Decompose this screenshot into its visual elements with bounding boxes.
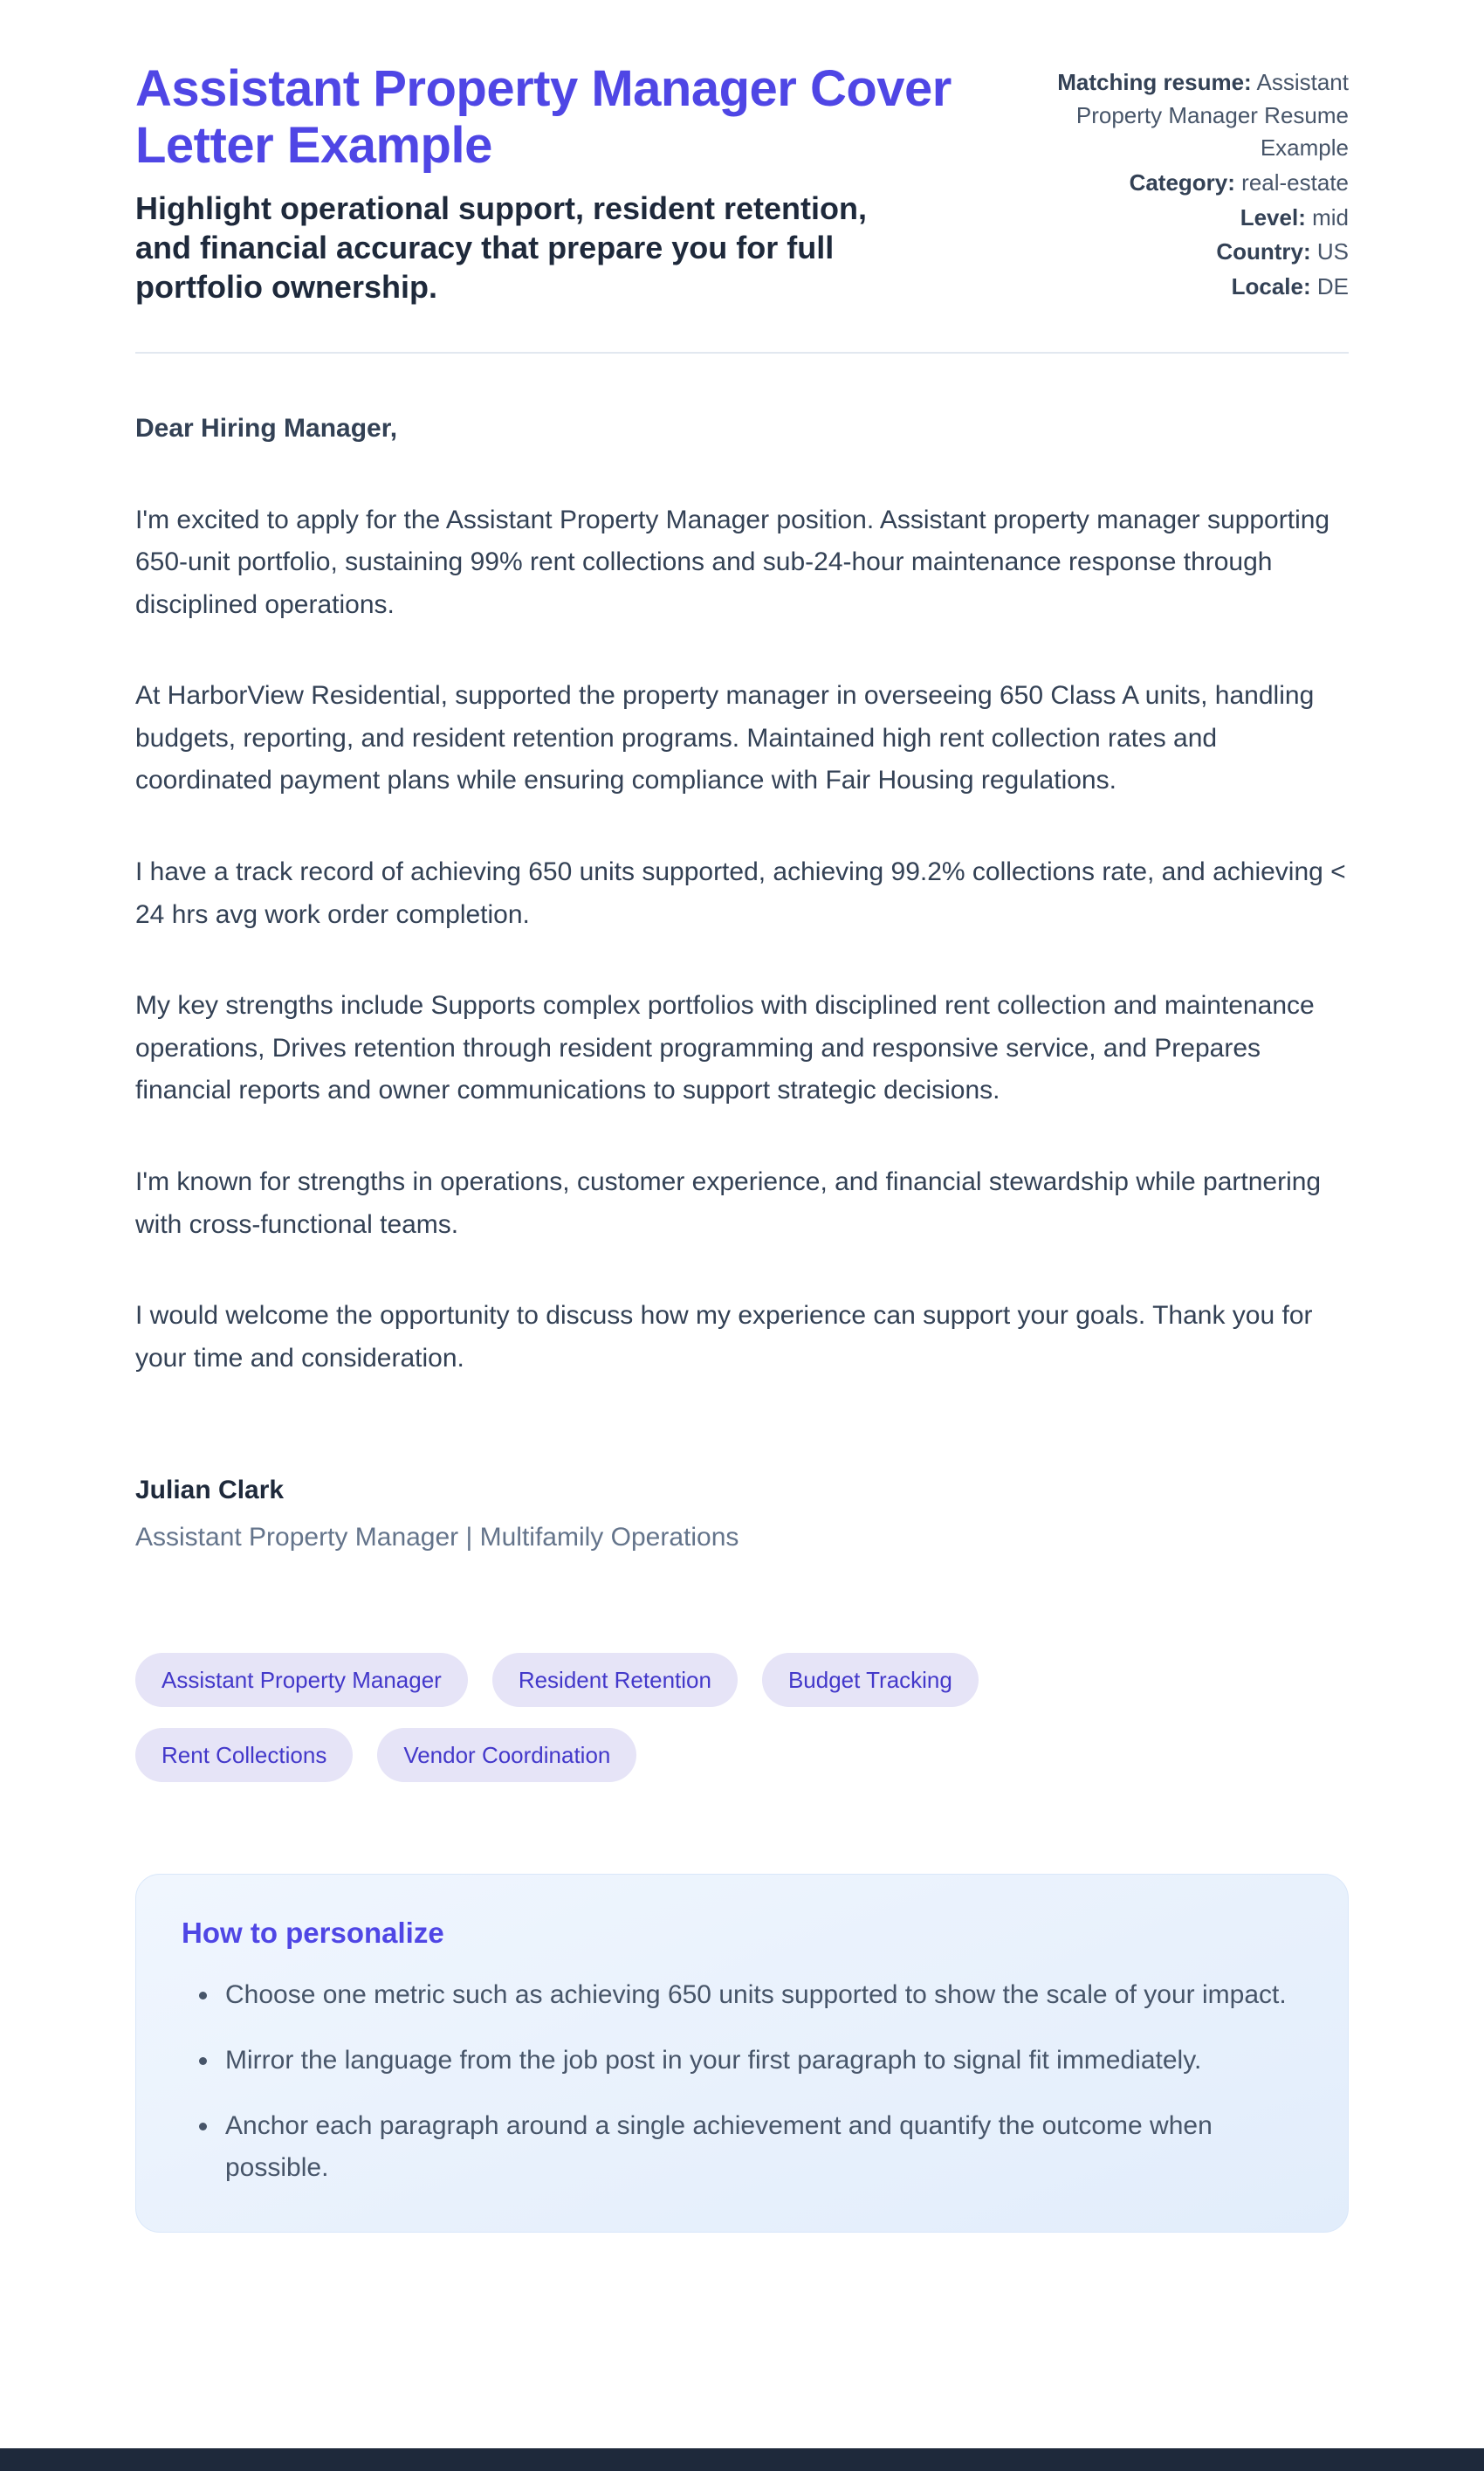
- meta-label: Country:: [1216, 238, 1311, 265]
- letter-paragraph: I'm known for strengths in operations, customer experience, and financial stewardship while partnering with cross-functional teams.: [135, 1167, 1322, 1239]
- meta-label: Level:: [1240, 203, 1306, 231]
- meta-block: [1017, 61, 1349, 306]
- meta-row-locale: [1017, 271, 1349, 304]
- meta-label: Category:: [1129, 169, 1235, 196]
- tag-badge[interactable]: Assistant Property Manager: [135, 1653, 468, 1707]
- meta-row-matching-resume: [1017, 66, 1349, 165]
- footer-bar: [0, 2448, 1484, 2471]
- personalize-tip: • Mirror the language from the job post in your first paragraph to signal fit immediately.: [220, 2040, 1302, 2082]
- personalize-tip: • Anchor each paragraph around a single achievement and quantify the outcome when possible.: [220, 2105, 1302, 2190]
- page-title: Assistant Property Manager Cover Letter Example: [135, 60, 952, 174]
- tag-badge[interactable]: Resident Retention: [492, 1653, 738, 1707]
- salutation: Dear Hiring Manager,: [135, 413, 398, 443]
- meta-value: US: [1316, 238, 1349, 265]
- meta-value: real-estate: [1241, 169, 1349, 196]
- meta-value: mid: [1312, 203, 1349, 231]
- meta-row-level: [1017, 202, 1349, 235]
- header-divider: [135, 352, 1349, 354]
- letter-paragraph: I would welcome the opportunity to discuss how my experience can support your goals. Thank you for your time and consideration.: [135, 1301, 1313, 1373]
- letter-paragraph: At HarborView Residential, supported the property manager in overseeing 650 Class A units, handling budgets, reporting, and resident retention programs. Maintained high rent collection rates and coordinated payment plans while ensuring compliance with Fair Housing regulations.: [135, 681, 1315, 795]
- meta-label: Locale:: [1231, 273, 1311, 300]
- tag-badge[interactable]: Vendor Coordination: [377, 1728, 636, 1782]
- personalize-tips-list: [182, 1974, 1302, 2189]
- letter-paragraph: I'm excited to apply for the Assistant Property Manager position. Assistant property manager supporting 650-unit portfolio, sustaining 99% rent collections and sub-24-hour maintenance response through disciplined operations.: [135, 505, 1330, 619]
- letter-paragraph: My key strengths include Supports complex portfolios with disciplined rent collection and maintenance operations, Drives retention through resident programming and responsive service, and Prepares financial reports and owner communications to support strategic decisions.: [135, 991, 1315, 1105]
- meta-value: Assistant Property Manager Resume Example: [1075, 69, 1349, 162]
- signature-block: [135, 1476, 1349, 1552]
- signature-name: Julian Clark: [135, 1476, 285, 1505]
- meta-value: DE: [1316, 273, 1349, 300]
- personalize-title: How to personalize: [182, 1917, 444, 1950]
- signature-role: Assistant Property Manager | Multifamily Operations: [135, 1523, 739, 1552]
- personalize-card: [135, 1874, 1349, 2232]
- meta-row-country: [1017, 236, 1349, 269]
- personalize-tip: • Choose one metric such as achieving 650 units supported to show the scale of your impact.: [220, 1974, 1302, 2017]
- meta-label: Matching resume:: [1057, 69, 1252, 95]
- keyword-tags: [135, 1653, 1183, 1782]
- page-header: [135, 61, 1349, 306]
- header-left: [135, 61, 973, 306]
- tag-badge[interactable]: Budget Tracking: [762, 1653, 979, 1707]
- letter-paragraph: I have a track record of achieving 650 units supported, achieving 99.2% collections rate, and achieving < 24 hrs avg work order completion.: [135, 857, 1346, 929]
- page-subtitle: Highlight operational support, resident retention, and financial accuracy that prepare you for full portfolio ownership.: [135, 189, 868, 305]
- cover-letter-body: [135, 408, 1349, 1380]
- tag-badge[interactable]: Rent Collections: [135, 1728, 353, 1782]
- meta-row-category: [1017, 167, 1349, 200]
